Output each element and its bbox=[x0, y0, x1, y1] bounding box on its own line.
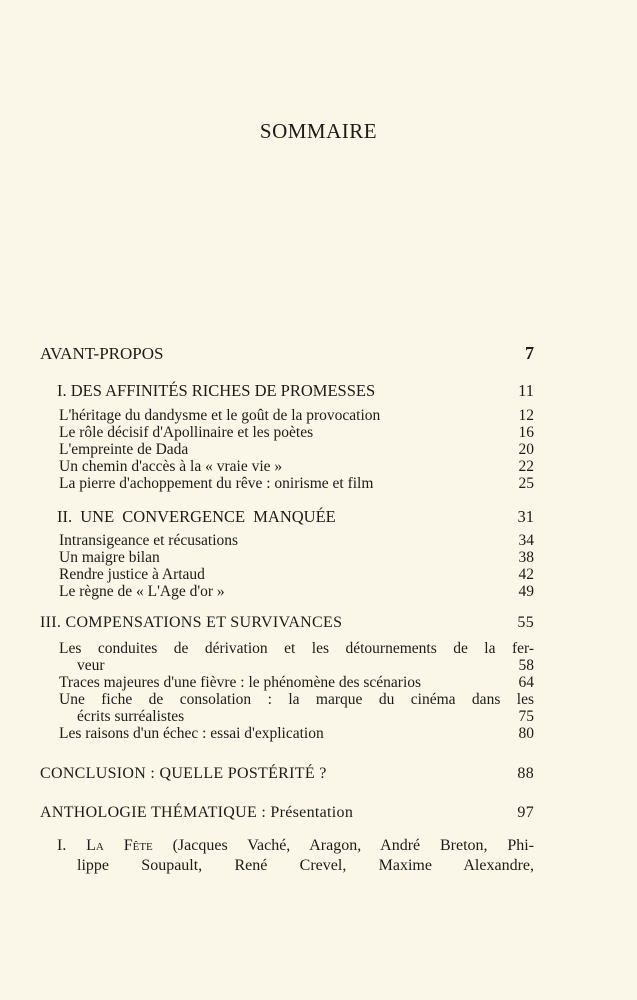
toc-item-page: 16 bbox=[518, 424, 534, 441]
toc-item[interactable] bbox=[59, 725, 534, 742]
toc-item-label-line2: écrits surréalistes bbox=[77, 708, 185, 725]
toc-part-page: 31 bbox=[517, 507, 534, 526]
toc-entry-anthologie[interactable] bbox=[40, 804, 534, 822]
toc-item[interactable] bbox=[59, 549, 534, 566]
toc-item-multiline[interactable] bbox=[59, 691, 534, 725]
toc-entry-page: 88 bbox=[517, 765, 534, 782]
toc-part-page: 11 bbox=[518, 381, 534, 400]
toc-item[interactable] bbox=[59, 407, 534, 424]
toc-item-label: L'empreinte de Dada bbox=[59, 441, 189, 458]
toc-item-page: 34 bbox=[518, 532, 534, 549]
toc-part-2[interactable] bbox=[57, 507, 534, 527]
toc-anthology-number: I. bbox=[57, 837, 67, 854]
toc-anthology-authors-line2: lippe Soupault, René Crevel, Maxime Alexandre, bbox=[77, 857, 534, 874]
toc-part-3[interactable] bbox=[40, 614, 534, 632]
toc-entry-label: AVANT-PROPOS bbox=[40, 344, 164, 363]
toc-item-page: 64 bbox=[518, 674, 534, 691]
toc-entry-page: 7 bbox=[525, 343, 534, 363]
toc-item[interactable] bbox=[59, 475, 534, 492]
toc-part-label: II. UNE CONVERGENCE MANQUÉE bbox=[57, 507, 336, 526]
toc-item-page: 22 bbox=[518, 458, 534, 475]
toc-item-multiline[interactable] bbox=[59, 640, 534, 674]
toc-item-page: 42 bbox=[518, 566, 534, 583]
toc-item[interactable] bbox=[59, 441, 534, 458]
toc-part-label: I. DES AFFINITÉS RICHES DE PROMESSES bbox=[57, 381, 376, 400]
toc-item[interactable] bbox=[59, 674, 534, 691]
toc-anthology-item[interactable] bbox=[57, 836, 534, 876]
toc-item-label-line2: veur bbox=[77, 657, 105, 674]
toc-item-label-line1: Les conduites de dérivation et les détournements de la fer- bbox=[59, 640, 534, 657]
toc-item-label: Le règne de « L'Age d'or » bbox=[59, 583, 225, 600]
toc-entry-page: 97 bbox=[517, 804, 534, 821]
toc-item-page: 20 bbox=[518, 441, 534, 458]
toc-part-page: 55 bbox=[517, 614, 534, 631]
page-title: SOMMAIRE bbox=[259, 119, 378, 143]
toc-item-label: Un chemin d'accès à la « vraie vie » bbox=[59, 458, 283, 475]
toc-item[interactable] bbox=[59, 424, 534, 441]
toc-item-label-line1: Une fiche de consolation : la marque du cinéma dans les bbox=[59, 691, 534, 708]
toc-item-page: 38 bbox=[518, 549, 534, 566]
toc-item-page: 12 bbox=[518, 407, 534, 424]
toc-anthology-authors: (Jacques Vaché, Aragon, André Breton, Phi- bbox=[172, 837, 535, 854]
toc-item-page: 58 bbox=[518, 657, 534, 674]
toc-item[interactable] bbox=[59, 532, 534, 549]
toc-item-label: Traces majeures d'une fièvre : le phénomène des scénarios bbox=[59, 674, 422, 691]
toc-item-label: Un maigre bilan bbox=[59, 549, 160, 566]
toc-item-label: Le rôle décisif d'Apollinaire et les poètes bbox=[59, 424, 314, 441]
toc-item-page: 80 bbox=[518, 725, 534, 742]
toc-item[interactable] bbox=[59, 566, 534, 583]
toc-item-label: Rendre justice à Artaud bbox=[59, 566, 205, 583]
toc-item[interactable] bbox=[59, 458, 534, 475]
toc-item-label: La pierre d'achoppement du rêve : onirisme et film bbox=[59, 475, 374, 492]
toc-part-1[interactable] bbox=[57, 381, 534, 401]
toc-part-label: III. COMPENSATIONS ET SURVIVANCES bbox=[40, 614, 343, 631]
toc-item[interactable] bbox=[59, 583, 534, 600]
toc-item-page: 75 bbox=[518, 708, 534, 725]
toc-item-label: Intransigeance et récusations bbox=[59, 532, 239, 549]
toc-item-label: Les raisons d'un échec : essai d'explication bbox=[59, 725, 324, 742]
toc-entry-avant-propos[interactable] bbox=[40, 343, 534, 364]
toc-entry-label: CONCLUSION : QUELLE POSTÉRITÉ ? bbox=[40, 765, 327, 782]
toc-anthology-heading: La Fête bbox=[86, 837, 153, 854]
toc-item-page: 49 bbox=[518, 583, 534, 600]
toc-entry-label: ANTHOLOGIE THÉMATIQUE : Présentation bbox=[40, 804, 354, 821]
toc-item-label: L'héritage du dandysme et le goût de la provocation bbox=[59, 407, 381, 424]
toc-item-page: 25 bbox=[518, 475, 534, 492]
toc-entry-conclusion[interactable] bbox=[40, 765, 534, 783]
